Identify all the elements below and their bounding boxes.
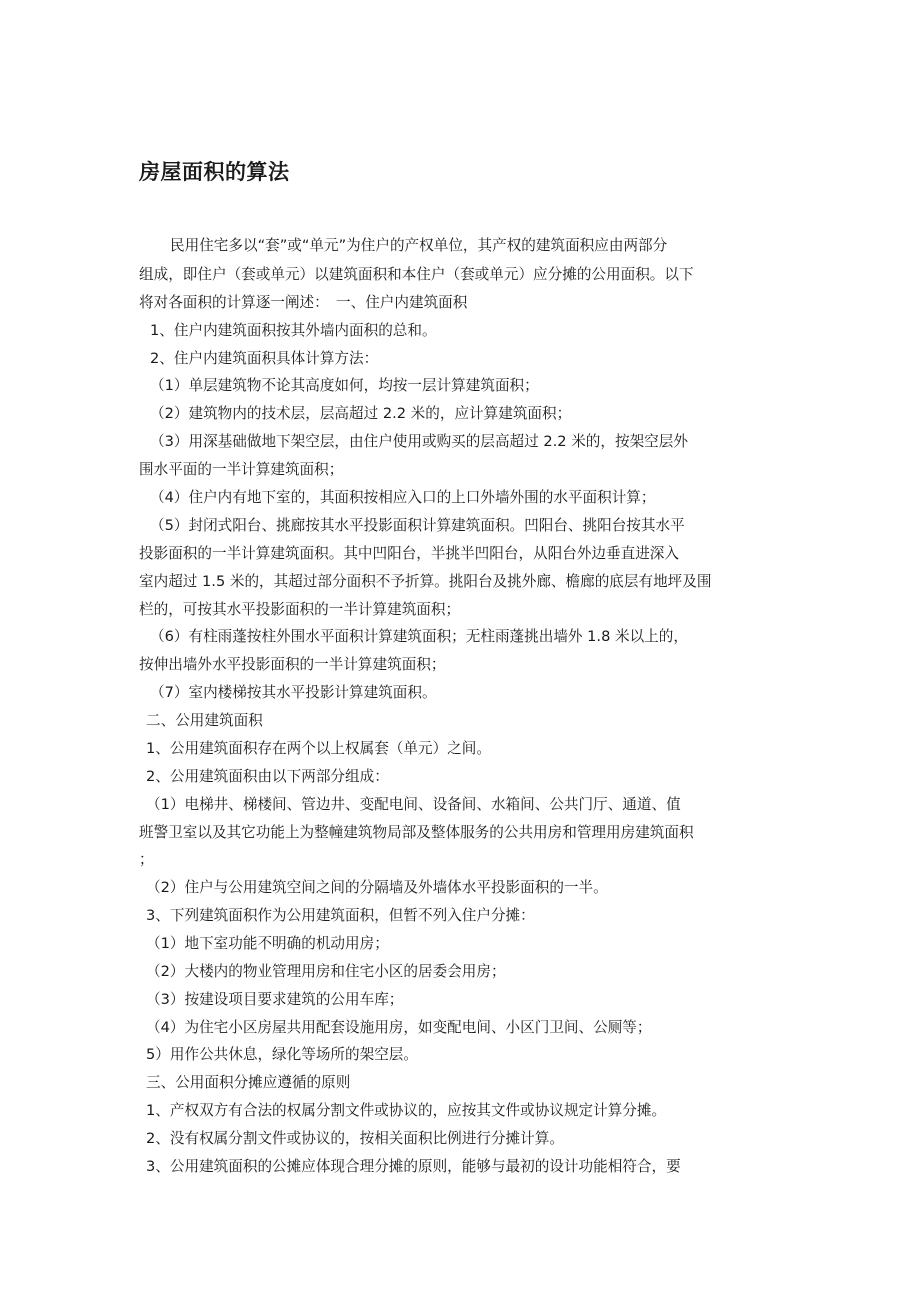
text-line: 3、公用建筑面积的公摊应体现合理分摊的原则，能够与最初的设计功能相符合，要 bbox=[146, 1158, 681, 1175]
text-line: 按伸出墙外水平投影面积的一半计算建筑面积； bbox=[139, 656, 446, 673]
text-line: 2、没有权属分割文件或协议的，按相关面积比例进行分摊计算。 bbox=[146, 1130, 564, 1147]
text-line: 2、住户内建筑面积具体计算方法： bbox=[150, 350, 379, 367]
text-line: （3）按建设项目要求建筑的公用车库； bbox=[146, 991, 404, 1008]
text-line: （4）为住宅小区房屋共用配套设施用房，如变配电间、小区门卫间、公厕等； bbox=[146, 1019, 652, 1036]
text-line: 围水平面的一半计算建筑面积； bbox=[139, 461, 344, 478]
text-line: ； bbox=[139, 851, 154, 868]
text-line: （2）住户与公用建筑空间之间的分隔墙及外墙体水平投影面积的一半。 bbox=[146, 879, 608, 896]
text-line: 班警卫室以及其它功能上为整幢建筑物局部及整体服务的公共用房和管理用房建筑面积 bbox=[139, 824, 694, 841]
text-line: （2）大楼内的物业管理用房和住宅小区的居委会用房； bbox=[146, 963, 506, 980]
text-line: （3）用深基础做地下架空层，由住户使用或购买的层高超过 2.2 米的，按架空层外 bbox=[150, 433, 688, 450]
text-line: （5）封闭式阳台、挑廊按其水平投影面积计算建筑面积。凹阳台、挑阳台按其水平 bbox=[150, 517, 685, 534]
text-line: 1、公用建筑面积存在两个以上权属套（单元）之间。 bbox=[146, 740, 491, 757]
text-line: 三、公用面积分摊应遵循的原则 bbox=[146, 1074, 351, 1091]
text-line: 组成，即住户（套或单元）以建筑面积和本住户（套或单元）应分摊的公用面积。以下 bbox=[139, 266, 694, 283]
text-line: 栏的，可按其水平投影面积的一半计算建筑面积； bbox=[139, 601, 461, 618]
text-line: （1）地下室功能不明确的机动用房； bbox=[146, 935, 389, 952]
text-line: 3、下列建筑面积作为公用建筑面积，但暂不列入住户分摊： bbox=[146, 907, 535, 924]
text-line: 二、公用建筑面积 bbox=[146, 712, 263, 729]
text-line: （1）电梯井、梯楼间、管边井、变配电间、设备间、水箱间、公共门厅、通道、值 bbox=[146, 796, 681, 813]
text-line: 1、住户内建筑面积按其外墙内面积的总和。 bbox=[150, 322, 437, 339]
text-line: 2、公用建筑面积由以下两部分组成： bbox=[146, 768, 389, 785]
text-line: 民用住宅多以“套”或“单元”为住户的产权单位，其产权的建筑面积应由两部分 bbox=[170, 237, 668, 254]
text-line: 将对各面积的计算逐一阐述： 一、住户内建筑面积 bbox=[139, 294, 468, 311]
text-line: 室内超过 1.5 米的，其超过部分面积不予折算。挑阳台及挑外廊、檐廊的底层有地坪及围 bbox=[139, 573, 712, 590]
text-line: （4）住户内有地下室的，其面积按相应入口的上口外墙外围的水平面积计算； bbox=[150, 489, 656, 506]
text-line: 1、产权双方有合法的权属分割文件或协议的，应按其文件或协议规定计算分摊。 bbox=[146, 1102, 667, 1119]
text-line: （2）建筑物内的技术层，层高超过 2.2 米的，应计算建筑面积； bbox=[150, 405, 572, 422]
text-line: 5）用作公共休息，绿化等场所的架空层。 bbox=[146, 1046, 418, 1063]
document-title: 房屋面积的算法 bbox=[139, 160, 290, 184]
text-line: 投影面积的一半计算建筑面积。其中凹阳台，半挑半凹阳台，从阳台外边垂直进深入 bbox=[139, 545, 679, 562]
text-line: （6）有柱雨蓬按柱外围水平面积计算建筑面积；无柱雨蓬挑出墙外 1.8 米以上的， bbox=[150, 628, 688, 645]
text-line: （1）单层建筑物不论其高度如何，均按一层计算建筑面积； bbox=[150, 377, 539, 394]
text-line: （7）室内楼梯按其水平投影计算建筑面积。 bbox=[150, 684, 437, 701]
